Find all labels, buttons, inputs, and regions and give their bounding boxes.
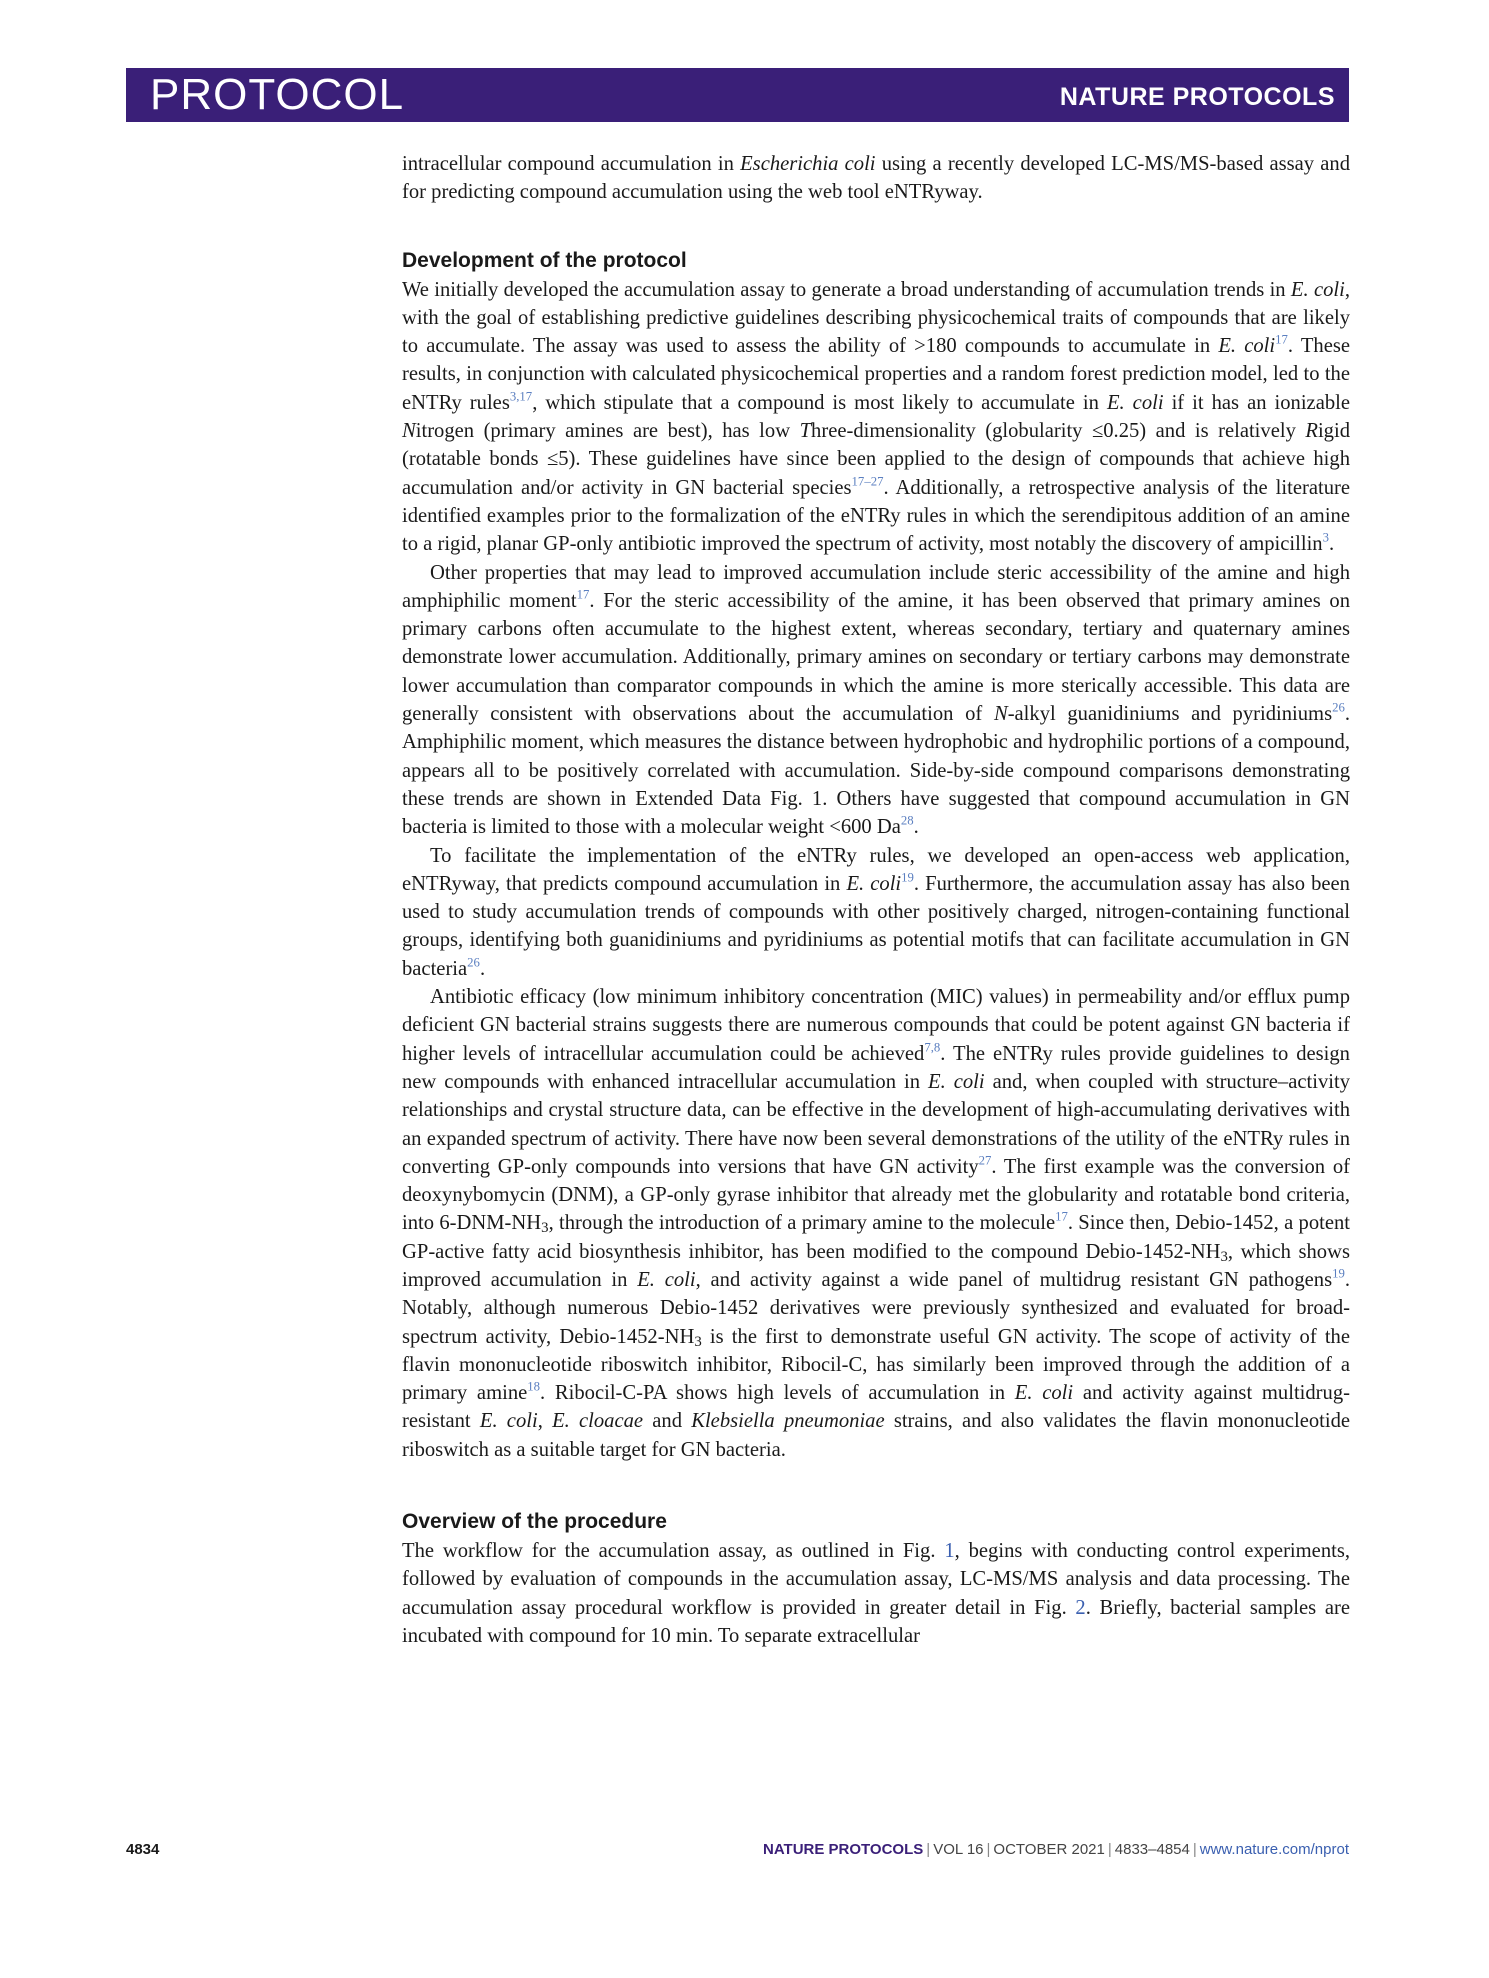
reference-link[interactable]: 7,8 xyxy=(924,1040,941,1055)
journal-url-link[interactable]: www.nature.com/nprot xyxy=(1199,1841,1349,1858)
footer-pages: 4833–4854 xyxy=(1114,1841,1190,1858)
reference-link[interactable]: 28 xyxy=(900,813,914,828)
reference-link[interactable]: 26 xyxy=(1332,700,1345,715)
reference-link[interactable]: 18 xyxy=(527,1379,541,1394)
paragraph-entryway: To facilitate the implementation of the eNTRy rules, we developed an open-access web application, eNTRyway, that predicts compound accumulation in E. coli$^{19}$. Furthermore, the accumulation assay has also been used to study accumulation trends of compounds with other positively charged, nitrogen-containing functional groups, identifying both guanidiniums and pyridiniums as potential motifs that can facilitate accumulation in GN bacteria$^{26}$. xyxy=(402,844,1350,980)
citation-info: NATURE PROTOCOLS | VOL 16 | OCTOBER 2021 | 4833–4854 | www.nature.com/nprot xyxy=(762,1841,1349,1858)
reference-link[interactable]: 17 xyxy=(576,587,590,602)
reference-link[interactable]: 17–27 xyxy=(851,474,884,489)
footer-journal: NATURE PROTOCOLS xyxy=(762,1841,924,1858)
figure-link[interactable]: 2 xyxy=(1075,1596,1086,1619)
paragraph-efficacy: Antibiotic efficacy (low minimum inhibitory concentration (MIC) values) in permeability and/or efflux pump deficient GN bacterial strains suggests there are numerous compounds that could be potent against GN bacteria if higher levels of intracellular accumulation could be achieved$^{7,8}$. The eNTRy rules provide guidelines to design new compounds with enhanced intracellular accumulation in E. coli and, when coupled with structure–activity relationships and crystal structure data, can be effective in the development of high-accumulating derivatives with an expanded spectrum of activity. There have now been several demonstrations of the utility of the eNTRy rules in converting GP-only compounds into versions that have GN activity$^{27}$. The first example was the conversion of deoxynybomycin (DNM), a GP-only gyrase inhibitor that already met the globularity and rotatable bond criteria, into $6-DNM-NH_3$, through the introduction of a primary amine to the molecule$^{17}$. Since then, Debio-1452, a potent GP-active fatty acid biosynthesis inhibitor, has been modified to the compound Debio-$1452-NH_3$, which shows improved accumulation in E. coli, and activity against a wide panel of multidrug resistant GN pathogens$^{19}$. Notably, although numerous Debio-1452 derivatives were previously synthesized and evaluated for broad-spectrum activity, Debio-$1452-NH_3$ is the first to demonstrate useful GN activity. The scope of activity of the flavin mononucleotide riboswitch inhibitor, Ribocil-C, has similarly been improved through the addition of a primary amine$^{18}$. Ribocil-C-PA shows high levels of accumulation in E. coli and activity against multidrug-resistant E. coli, E. cloacae and Klebsiella pneumoniae strains, and also validates the flavin mononucleotide riboswitch as a suitable target for GN bacteria. xyxy=(402,986,1351,1461)
header-bar xyxy=(126,68,1349,122)
figure-link[interactable]: 1 xyxy=(944,1540,955,1563)
reference-link[interactable]: 17 xyxy=(1275,332,1288,347)
section-label: PROTOCOL xyxy=(150,70,405,119)
reference-link[interactable]: 27 xyxy=(978,1153,992,1168)
footer-volume: VOL 16 xyxy=(933,1841,984,1858)
article-body xyxy=(402,150,1350,1650)
reference-link[interactable]: 17 xyxy=(1055,1210,1068,1225)
intro-paragraph: intracellular compound accumulation in Escherichia coli using a recently developed LC-MS/MS-based assay and for predicting compound accumulation using the web tool eNTRyway. xyxy=(402,153,1351,204)
reference-link[interactable]: 26 xyxy=(467,955,480,970)
reference-link[interactable]: 19 xyxy=(1332,1266,1345,1281)
reference-link[interactable]: 3,17 xyxy=(509,389,533,404)
section-heading-overview: Overview of the procedure xyxy=(402,1510,667,1534)
page-footer xyxy=(126,1841,1349,1865)
paragraph-overview: The workflow for the accumulation assay, as outlined in Fig. 1, begins with conducting control experiments, followed by evaluation of compounds in the accumulation assay, LC-MS/MS analysis and data processing. The accumulation assay procedural workflow is provided in greater detail in Fig. 2. Briefly, bacterial samples are incubated with compound for 10 min. To separate extracellular xyxy=(402,1540,1350,1647)
reference-link[interactable]: 3 xyxy=(1322,530,1329,545)
footer-date: OCTOBER 2021 xyxy=(993,1841,1105,1858)
page-number: 4834 xyxy=(126,1841,160,1858)
paragraph-steric: Other properties that may lead to improved accumulation include steric accessibility of the amine and high amphiphilic moment$^{17}$. For the steric accessibility of the amine, it has been observed that primary amines on primary carbons often accumulate to the highest extent, whereas secondary, tertiary and quaternary amines demonstrate lower accumulation. Additionally, primary amines on secondary or tertiary carbons may demonstrate lower accumulation than comparator compounds in which the amine is more sterically accessible. This data are generally consistent with observations about the accumulation of N-alkyl guanidiniums and pyridiniums$^{26}$. Amphiphilic moment, which measures the distance between hydrophobic and hydrophilic portions of a compound, appears all to be positively correlated with accumulation. Side-by-side compound comparisons demonstrating these trends are shown in Extended Data Fig. 1. Others have suggested that compound accumulation in GN bacteria is limited to those with a molecular weight <600 Da$^{28}$. xyxy=(402,561,1351,839)
paragraph-development: We initially developed the accumulation assay to generate a broad understanding of accumulation trends in E. coli, with the goal of establishing predictive guidelines describing physicochemical traits of compounds that are likely to accumulate. The assay was used to assess the ability of >180 compounds to accumulate in E. coli$^{17}$. These results, in conjunction with calculated physicochemical properties and a random forest prediction model, led to the eNTRy rules$^{3,17}$, which stipulate that a compound is most likely to accumulate in E. coli if it has an ionizable Nitrogen (primary amines are best), has low Three-dimensionality (globularity ≤0.25) and is relatively Rigid (rotatable bonds ≤5). These guidelines have since been applied to the design of compounds that achieve high accumulation and/or activity in GN bacterial species$^{17-27}$. Additionally, a retrospective analysis of the literature identified examples prior to the formalization of the eNTRy rules in which the serendipitous addition of an amine to a rigid, planar GP-only antibiotic improved the spectrum of activity, most notably the discovery of ampicillin$^3$. xyxy=(402,278,1351,556)
reference-link[interactable]: 19 xyxy=(901,870,914,885)
journal-name: NATURE PROTOCOLS xyxy=(1059,83,1335,111)
section-heading-development: Development of the protocol xyxy=(402,248,687,272)
